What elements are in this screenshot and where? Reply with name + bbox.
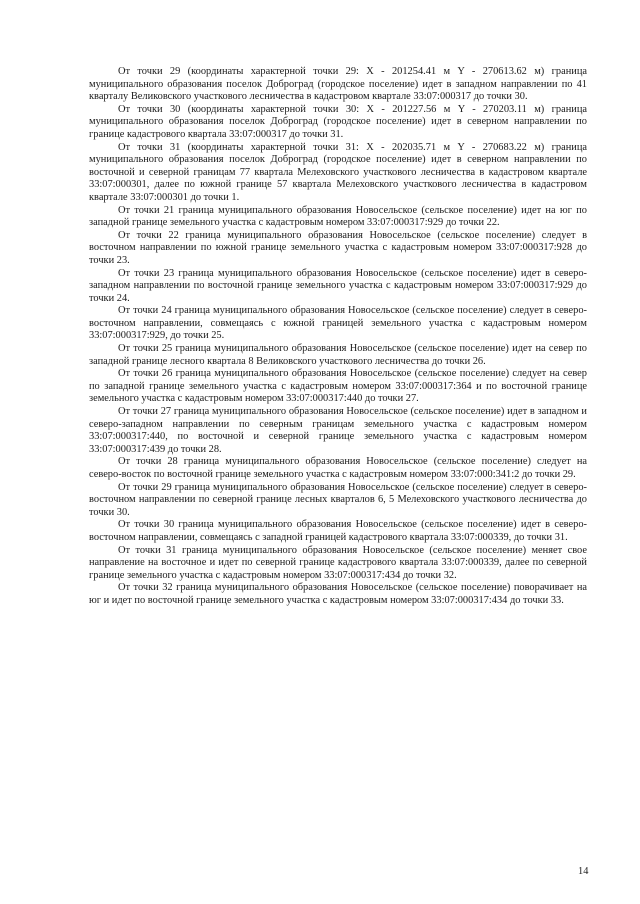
document-body [89, 66, 587, 608]
paragraph: От точки 31 (координаты характерной точки 31: X - 202035.71 м Y - 270683.22 м) граница муниципального образования поселок Доброград (городское поселение) идет в северном направлении по восточной и северной границам 77 квартала Мелеховского участкового лесничества в кадастровом квартале 33:07:000301, далее по южной границе 57 квартала Мелеховского участкового лесничества в кадастровом квартале 33:07:000301 до точки 1. [89, 141, 587, 203]
paragraph: От точки 21 граница муниципального образования Новосельское (сельское поселение) идет на юг по западной границе земельного участка с кадастровым номером 33:07:000317:929 до точки 22. [89, 204, 587, 229]
paragraph: От точки 31 граница муниципального образования Новосельское (сельское поселение) меняет свое направление на восточное и идет по северной границе кадастрового квартала 33:07:000339, далее по северной границе земельного участка с кадастровым номером 33:07:000317:434 до точки 32. [89, 544, 587, 581]
paragraph: От точки 23 граница муниципального образования Новосельское (сельское поселение) идет в северо-западном направлении по восточной границе земельного участка с кадастровым номером 33:07:000317:929 до точки 24. [89, 267, 587, 304]
paragraph: От точки 22 граница муниципального образования Новосельское (сельское поселение) следует в восточном направлении по южной границе земельного участка с кадастровым номером 33:07:000317:928 до точки 23. [89, 229, 587, 266]
paragraph: От точки 32 граница муниципального образования Новосельское (сельское поселение) поворачивает на юг и идет по восточной границе земельного участка с кадастровым номером 33:07:000317:434 до точки 33. [89, 582, 587, 606]
paragraph: От точки 27 граница муниципального образования Новосельское (сельское поселение) идет в западном и северо-западном направлении по северным границам земельного участка с кадастровым номером 33:07:000317:440, по восточной и северной границе земельного участка с кадастровым номером 33:07:000317:439 до точки 28. [89, 406, 587, 455]
paragraph: От точки 26 граница муниципального образования Новосельское (сельское поселение) следует на север по западной границе земельного участка с кадастровым номером 33:07:000317:364 и по восточной границе земельного участка с кадастровым номером 33:07:000317:440 до точки 27. [89, 368, 587, 405]
paragraph: От точки 29 граница муниципального образования Новосельское (сельское поселение) следует в северо-восточном направлении по северной границе лесных кварталов 6, 5 Мелеховского участкового лесничества до точки 30. [89, 481, 587, 518]
paragraph: От точки 25 граница муниципального образования Новосельское (сельское поселение) идет на север по западной границе лесного квартала 8 Великовского участкового лесничества до точки 26. [89, 343, 587, 367]
page-number: 14 [578, 866, 589, 877]
paragraph: От точки 28 граница муниципального образования Новосельское (сельское поселение) следует на северо-восток по восточной границе земельного участка с кадастровым номером 33:07:000:341:2 до точки 29. [89, 456, 587, 480]
paragraph: От точки 24 граница муниципального образования Новосельское (сельское поселение) следует в северо-восточном направлении, совмещаясь с южной границей земельного участка с кадастровым номером 33:07:000317:929, до точки 25. [89, 305, 587, 342]
paragraph: От точки 30 (координаты характерной точки 30: X - 201227.56 м Y - 270203.11 м) граница муниципального образования поселок Доброград (городское поселение) идет в северном направлении по границе кадастрового квартала 33:07:000317 до точки 31. [89, 103, 587, 140]
paragraph: От точки 30 граница муниципального образования Новосельское (сельское поселение) идет в северо-восточном направлении, совмещаясь с западной границей кадастрового квартала 33:07:000339, до точки 31. [89, 519, 587, 543]
paragraph: От точки 29 (координаты характерной точки 29: X - 201254.41 м Y - 270613.62 м) граница муниципального образования поселок Доброград (городское поселение) идет в западном направлении по 41 кварталу Великовского участкового лесничества в кадастровом квартале 33:07:000317 до точки 30. [89, 66, 587, 103]
